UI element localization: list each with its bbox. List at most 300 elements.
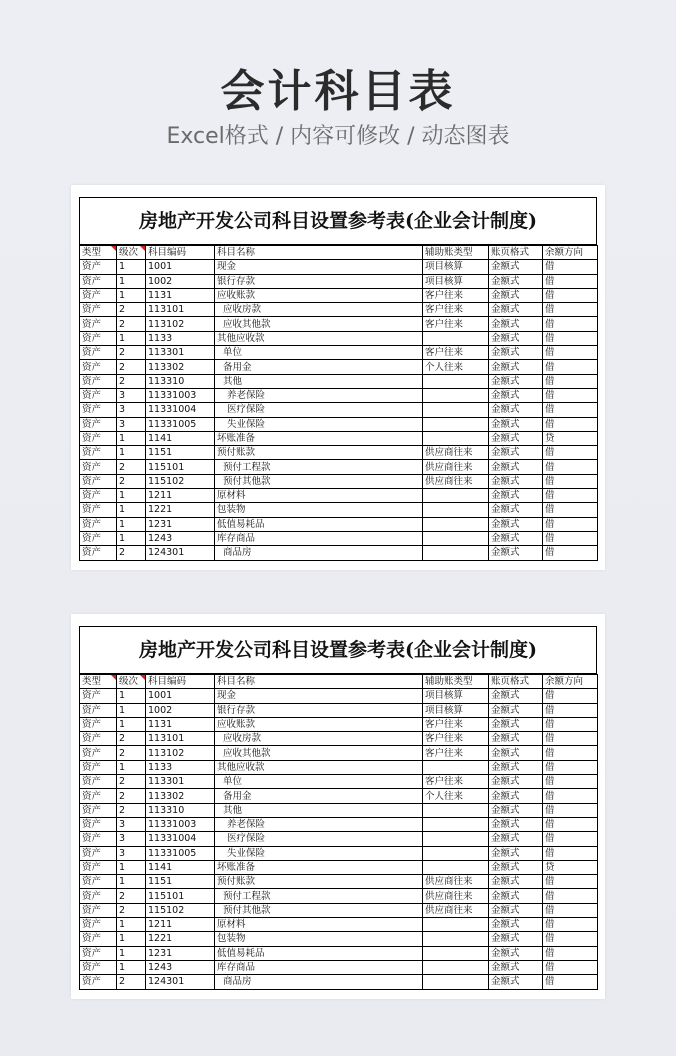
column-header-label: 级次 bbox=[119, 247, 139, 259]
balance-direction-cell: 借 bbox=[543, 703, 598, 717]
page-format-cell: 金额式 bbox=[489, 546, 543, 560]
balance-direction-cell: 借 bbox=[543, 274, 598, 288]
name-cell: 低值易耗品 bbox=[215, 946, 423, 960]
name-cell: 其他应收款 bbox=[215, 331, 423, 345]
code-cell: 1131 bbox=[146, 288, 215, 302]
type-cell: 资产 bbox=[80, 846, 117, 860]
aux-type-cell bbox=[423, 760, 489, 774]
type-cell: 资产 bbox=[80, 689, 117, 703]
aux-type-cell bbox=[423, 489, 489, 503]
type-cell: 资产 bbox=[80, 317, 117, 331]
column-header-label: 余额方向 bbox=[545, 247, 584, 259]
name-cell: 商品房 bbox=[215, 546, 423, 560]
name-cell: 银行存款 bbox=[215, 703, 423, 717]
name-cell: 养老保险 bbox=[215, 388, 423, 402]
code-cell: 113310 bbox=[146, 803, 215, 817]
type-cell: 资产 bbox=[80, 932, 117, 946]
name-cell: 预付账款 bbox=[215, 446, 423, 460]
type-cell: 资产 bbox=[80, 460, 117, 474]
aux-type-cell: 个人往来 bbox=[423, 789, 489, 803]
level-cell: 1 bbox=[117, 918, 146, 932]
code-cell: 115101 bbox=[146, 889, 215, 903]
level-cell: 2 bbox=[117, 775, 146, 789]
balance-direction-cell: 借 bbox=[543, 760, 598, 774]
code-cell: 1002 bbox=[146, 703, 215, 717]
table-row bbox=[80, 960, 598, 974]
balance-direction-cell: 贷 bbox=[543, 431, 598, 445]
table-row bbox=[80, 703, 598, 717]
balance-direction-cell: 借 bbox=[543, 317, 598, 331]
spreadsheet-1 bbox=[79, 197, 597, 561]
table-row bbox=[80, 946, 598, 960]
aux-type-cell bbox=[423, 832, 489, 846]
page-format-cell: 金额式 bbox=[489, 260, 543, 274]
balance-direction-cell: 借 bbox=[543, 817, 598, 831]
level-cell: 2 bbox=[117, 546, 146, 560]
name-cell: 原材料 bbox=[215, 489, 423, 503]
name-cell: 其他 bbox=[215, 374, 423, 388]
aux-type-cell bbox=[423, 531, 489, 545]
balance-direction-cell: 借 bbox=[543, 474, 598, 488]
aux-type-cell: 项目核算 bbox=[423, 274, 489, 288]
sheet-title: 房地产开发公司科目设置参考表(企业会计制度) bbox=[79, 198, 597, 245]
code-cell: 11331003 bbox=[146, 817, 215, 831]
balance-direction-cell: 借 bbox=[543, 717, 598, 731]
column-header bbox=[543, 675, 598, 689]
column-header-label: 类型 bbox=[82, 247, 102, 259]
type-cell: 资产 bbox=[80, 760, 117, 774]
aux-type-cell bbox=[423, 946, 489, 960]
aux-type-cell bbox=[423, 975, 489, 989]
table-row bbox=[80, 403, 598, 417]
balance-direction-cell: 借 bbox=[543, 446, 598, 460]
balance-direction-cell: 借 bbox=[543, 403, 598, 417]
code-cell: 124301 bbox=[146, 546, 215, 560]
table-row bbox=[80, 446, 598, 460]
aux-type-cell: 客户往来 bbox=[423, 346, 489, 360]
page-format-cell: 金额式 bbox=[489, 317, 543, 331]
code-cell: 11331004 bbox=[146, 832, 215, 846]
name-cell: 库存商品 bbox=[215, 960, 423, 974]
table-row bbox=[80, 317, 598, 331]
balance-direction-cell: 借 bbox=[543, 946, 598, 960]
column-header-label: 余额方向 bbox=[545, 676, 584, 688]
name-cell: 失业保险 bbox=[215, 846, 423, 860]
type-cell: 资产 bbox=[80, 875, 117, 889]
type-cell: 资产 bbox=[80, 803, 117, 817]
page-format-cell: 金额式 bbox=[489, 803, 543, 817]
type-cell: 资产 bbox=[80, 360, 117, 374]
code-cell: 1002 bbox=[146, 274, 215, 288]
code-cell: 113301 bbox=[146, 346, 215, 360]
page-format-cell: 金额式 bbox=[489, 703, 543, 717]
aux-type-cell bbox=[423, 403, 489, 417]
table-header-row bbox=[80, 246, 598, 260]
code-cell: 115102 bbox=[146, 474, 215, 488]
aux-type-cell bbox=[423, 546, 489, 560]
balance-direction-cell: 借 bbox=[543, 303, 598, 317]
level-cell: 3 bbox=[117, 403, 146, 417]
code-cell: 113302 bbox=[146, 789, 215, 803]
page-format-cell: 金额式 bbox=[489, 346, 543, 360]
code-cell: 1231 bbox=[146, 946, 215, 960]
level-cell: 1 bbox=[117, 431, 146, 445]
aux-type-cell: 客户往来 bbox=[423, 717, 489, 731]
table-row bbox=[80, 975, 598, 989]
type-cell: 资产 bbox=[80, 531, 117, 545]
aux-type-cell: 供应商往来 bbox=[423, 903, 489, 917]
level-cell: 2 bbox=[117, 889, 146, 903]
table-body bbox=[80, 689, 598, 989]
page-format-cell: 金额式 bbox=[489, 746, 543, 760]
aux-type-cell: 客户往来 bbox=[423, 303, 489, 317]
type-cell: 资产 bbox=[80, 260, 117, 274]
type-cell: 资产 bbox=[80, 789, 117, 803]
balance-direction-cell: 借 bbox=[543, 732, 598, 746]
table-row bbox=[80, 918, 598, 932]
table-body bbox=[80, 260, 598, 560]
aux-type-cell bbox=[423, 803, 489, 817]
name-cell: 包装物 bbox=[215, 932, 423, 946]
balance-direction-cell: 借 bbox=[543, 832, 598, 846]
type-cell: 资产 bbox=[80, 331, 117, 345]
comment-marker-icon bbox=[140, 675, 145, 680]
code-cell: 1211 bbox=[146, 918, 215, 932]
name-cell: 其他 bbox=[215, 803, 423, 817]
level-cell: 2 bbox=[117, 732, 146, 746]
balance-direction-cell: 借 bbox=[543, 875, 598, 889]
balance-direction-cell: 借 bbox=[543, 503, 598, 517]
type-cell: 资产 bbox=[80, 303, 117, 317]
table-row bbox=[80, 374, 598, 388]
aux-type-cell: 项目核算 bbox=[423, 689, 489, 703]
code-cell: 1243 bbox=[146, 531, 215, 545]
table-row bbox=[80, 274, 598, 288]
type-cell: 资产 bbox=[80, 946, 117, 960]
aux-type-cell: 供应商往来 bbox=[423, 446, 489, 460]
balance-direction-cell: 借 bbox=[543, 789, 598, 803]
level-cell: 2 bbox=[117, 746, 146, 760]
page-format-cell: 金额式 bbox=[489, 775, 543, 789]
table-row bbox=[80, 875, 598, 889]
level-cell: 2 bbox=[117, 460, 146, 474]
balance-direction-cell: 借 bbox=[543, 260, 598, 274]
name-cell: 库存商品 bbox=[215, 531, 423, 545]
table-row bbox=[80, 760, 598, 774]
table-row bbox=[80, 431, 598, 445]
table-row bbox=[80, 860, 598, 874]
level-cell: 1 bbox=[117, 875, 146, 889]
column-header-label: 科目名称 bbox=[217, 676, 256, 688]
code-cell: 113302 bbox=[146, 360, 215, 374]
name-cell: 单位 bbox=[215, 346, 423, 360]
table-row bbox=[80, 474, 598, 488]
level-cell: 1 bbox=[117, 703, 146, 717]
page-format-cell: 金额式 bbox=[489, 860, 543, 874]
aux-type-cell bbox=[423, 388, 489, 402]
code-cell: 113102 bbox=[146, 317, 215, 331]
name-cell: 预付其他款 bbox=[215, 474, 423, 488]
level-cell: 1 bbox=[117, 932, 146, 946]
type-cell: 资产 bbox=[80, 346, 117, 360]
page-format-cell: 金额式 bbox=[489, 460, 543, 474]
level-cell: 1 bbox=[117, 331, 146, 345]
page-format-cell: 金额式 bbox=[489, 832, 543, 846]
type-cell: 资产 bbox=[80, 717, 117, 731]
page-format-cell: 金额式 bbox=[489, 517, 543, 531]
spreadsheet-preview-2 bbox=[71, 614, 605, 999]
spreadsheet-2 bbox=[79, 626, 597, 990]
aux-type-cell bbox=[423, 932, 489, 946]
page-format-cell: 金额式 bbox=[489, 846, 543, 860]
aux-type-cell: 项目核算 bbox=[423, 703, 489, 717]
column-header bbox=[489, 675, 543, 689]
table-row bbox=[80, 889, 598, 903]
page-format-cell: 金额式 bbox=[489, 531, 543, 545]
level-cell: 1 bbox=[117, 274, 146, 288]
column-header bbox=[146, 246, 215, 260]
table-row bbox=[80, 303, 598, 317]
page-format-cell: 金额式 bbox=[489, 503, 543, 517]
page-format-cell: 金额式 bbox=[489, 403, 543, 417]
page-format-cell: 金额式 bbox=[489, 360, 543, 374]
balance-direction-cell: 借 bbox=[543, 374, 598, 388]
balance-direction-cell: 借 bbox=[543, 331, 598, 345]
code-cell: 113101 bbox=[146, 732, 215, 746]
page-format-cell: 金额式 bbox=[489, 918, 543, 932]
aux-type-cell bbox=[423, 517, 489, 531]
balance-direction-cell: 借 bbox=[543, 846, 598, 860]
column-header bbox=[117, 675, 146, 689]
code-cell: 1001 bbox=[146, 260, 215, 274]
aux-type-cell bbox=[423, 817, 489, 831]
table-row bbox=[80, 546, 598, 560]
name-cell: 低值易耗品 bbox=[215, 517, 423, 531]
balance-direction-cell: 借 bbox=[543, 460, 598, 474]
level-cell: 1 bbox=[117, 489, 146, 503]
name-cell: 应收房款 bbox=[215, 303, 423, 317]
column-header-label: 账页格式 bbox=[491, 676, 530, 688]
type-cell: 资产 bbox=[80, 546, 117, 560]
column-header-label: 科目编码 bbox=[148, 247, 187, 259]
column-header bbox=[215, 675, 423, 689]
balance-direction-cell: 借 bbox=[543, 775, 598, 789]
level-cell: 1 bbox=[117, 960, 146, 974]
page-format-cell: 金额式 bbox=[489, 946, 543, 960]
table-row bbox=[80, 803, 598, 817]
level-cell: 2 bbox=[117, 474, 146, 488]
aux-type-cell: 客户往来 bbox=[423, 746, 489, 760]
balance-direction-cell: 借 bbox=[543, 932, 598, 946]
page-format-cell: 金额式 bbox=[489, 388, 543, 402]
page-format-cell: 金额式 bbox=[489, 288, 543, 302]
level-cell: 2 bbox=[117, 346, 146, 360]
level-cell: 2 bbox=[117, 317, 146, 331]
balance-direction-cell: 借 bbox=[543, 388, 598, 402]
balance-direction-cell: 借 bbox=[543, 960, 598, 974]
code-cell: 1221 bbox=[146, 932, 215, 946]
type-cell: 资产 bbox=[80, 975, 117, 989]
page-format-cell: 金额式 bbox=[489, 903, 543, 917]
level-cell: 1 bbox=[117, 946, 146, 960]
balance-direction-cell: 贷 bbox=[543, 860, 598, 874]
type-cell: 资产 bbox=[80, 417, 117, 431]
name-cell: 其他应收款 bbox=[215, 760, 423, 774]
type-cell: 资产 bbox=[80, 474, 117, 488]
table-row bbox=[80, 817, 598, 831]
aux-type-cell: 供应商往来 bbox=[423, 474, 489, 488]
code-cell: 113301 bbox=[146, 775, 215, 789]
balance-direction-cell: 借 bbox=[543, 517, 598, 531]
name-cell: 应收其他款 bbox=[215, 317, 423, 331]
level-cell: 1 bbox=[117, 288, 146, 302]
type-cell: 资产 bbox=[80, 274, 117, 288]
level-cell: 2 bbox=[117, 975, 146, 989]
column-header-label: 辅助账类型 bbox=[425, 676, 473, 688]
code-cell: 11331004 bbox=[146, 403, 215, 417]
page-format-cell: 金额式 bbox=[489, 274, 543, 288]
code-cell: 1133 bbox=[146, 331, 215, 345]
balance-direction-cell: 借 bbox=[543, 889, 598, 903]
column-header bbox=[117, 246, 146, 260]
page-format-cell: 金额式 bbox=[489, 331, 543, 345]
aux-type-cell: 项目核算 bbox=[423, 260, 489, 274]
column-header-label: 级次 bbox=[119, 676, 139, 688]
name-cell: 应收账款 bbox=[215, 288, 423, 302]
name-cell: 包装物 bbox=[215, 503, 423, 517]
name-cell: 预付其他款 bbox=[215, 903, 423, 917]
name-cell: 失业保险 bbox=[215, 417, 423, 431]
table-row bbox=[80, 360, 598, 374]
type-cell: 资产 bbox=[80, 775, 117, 789]
level-cell: 3 bbox=[117, 832, 146, 846]
name-cell: 预付工程款 bbox=[215, 460, 423, 474]
name-cell: 坏账准备 bbox=[215, 431, 423, 445]
name-cell: 预付账款 bbox=[215, 875, 423, 889]
page-format-cell: 金额式 bbox=[489, 975, 543, 989]
level-cell: 3 bbox=[117, 817, 146, 831]
code-cell: 113102 bbox=[146, 746, 215, 760]
type-cell: 资产 bbox=[80, 817, 117, 831]
aux-type-cell bbox=[423, 503, 489, 517]
name-cell: 养老保险 bbox=[215, 817, 423, 831]
page-format-cell: 金额式 bbox=[489, 374, 543, 388]
column-header bbox=[543, 246, 598, 260]
name-cell: 应收其他款 bbox=[215, 746, 423, 760]
aux-type-cell bbox=[423, 417, 489, 431]
code-cell: 113310 bbox=[146, 374, 215, 388]
table-row bbox=[80, 503, 598, 517]
aux-type-cell bbox=[423, 860, 489, 874]
column-header bbox=[215, 246, 423, 260]
table-row bbox=[80, 732, 598, 746]
column-header bbox=[423, 246, 489, 260]
type-cell: 资产 bbox=[80, 431, 117, 445]
balance-direction-cell: 借 bbox=[543, 803, 598, 817]
code-cell: 1231 bbox=[146, 517, 215, 531]
type-cell: 资产 bbox=[80, 403, 117, 417]
code-cell: 113101 bbox=[146, 303, 215, 317]
table-row bbox=[80, 531, 598, 545]
balance-direction-cell: 借 bbox=[543, 918, 598, 932]
code-cell: 1151 bbox=[146, 875, 215, 889]
aux-type-cell: 客户往来 bbox=[423, 732, 489, 746]
aux-type-cell bbox=[423, 374, 489, 388]
page-format-cell: 金额式 bbox=[489, 889, 543, 903]
code-cell: 11331005 bbox=[146, 846, 215, 860]
table-row bbox=[80, 832, 598, 846]
balance-direction-cell: 借 bbox=[543, 903, 598, 917]
comment-marker-icon bbox=[111, 246, 116, 251]
page-format-cell: 金额式 bbox=[489, 717, 543, 731]
aux-type-cell bbox=[423, 431, 489, 445]
type-cell: 资产 bbox=[80, 503, 117, 517]
code-cell: 11331005 bbox=[146, 417, 215, 431]
aux-type-cell: 客户往来 bbox=[423, 775, 489, 789]
table-row bbox=[80, 260, 598, 274]
column-header-label: 科目编码 bbox=[148, 676, 187, 688]
aux-type-cell bbox=[423, 846, 489, 860]
page-format-cell: 金额式 bbox=[489, 417, 543, 431]
name-cell: 现金 bbox=[215, 689, 423, 703]
table-row bbox=[80, 775, 598, 789]
table-row bbox=[80, 846, 598, 860]
table-row bbox=[80, 517, 598, 531]
code-cell: 1151 bbox=[146, 446, 215, 460]
type-cell: 资产 bbox=[80, 918, 117, 932]
level-cell: 1 bbox=[117, 717, 146, 731]
name-cell: 应收账款 bbox=[215, 717, 423, 731]
table-header-row bbox=[80, 675, 598, 689]
code-cell: 124301 bbox=[146, 975, 215, 989]
code-cell: 115102 bbox=[146, 903, 215, 917]
type-cell: 资产 bbox=[80, 732, 117, 746]
column-header bbox=[423, 675, 489, 689]
level-cell: 2 bbox=[117, 789, 146, 803]
name-cell: 原材料 bbox=[215, 918, 423, 932]
accounts-table bbox=[79, 674, 598, 990]
aux-type-cell: 客户往来 bbox=[423, 317, 489, 331]
type-cell: 资产 bbox=[80, 903, 117, 917]
column-header-label: 类型 bbox=[82, 676, 102, 688]
aux-type-cell bbox=[423, 918, 489, 932]
type-cell: 资产 bbox=[80, 517, 117, 531]
level-cell: 3 bbox=[117, 417, 146, 431]
type-cell: 资产 bbox=[80, 489, 117, 503]
name-cell: 单位 bbox=[215, 775, 423, 789]
table-row bbox=[80, 717, 598, 731]
page-format-cell: 金额式 bbox=[489, 474, 543, 488]
table-row bbox=[80, 789, 598, 803]
column-header-label: 科目名称 bbox=[217, 247, 256, 259]
page-format-cell: 金额式 bbox=[489, 817, 543, 831]
level-cell: 1 bbox=[117, 260, 146, 274]
name-cell: 现金 bbox=[215, 260, 423, 274]
level-cell: 1 bbox=[117, 531, 146, 545]
code-cell: 115101 bbox=[146, 460, 215, 474]
balance-direction-cell: 借 bbox=[543, 689, 598, 703]
page-format-cell: 金额式 bbox=[489, 732, 543, 746]
name-cell: 医疗保险 bbox=[215, 403, 423, 417]
balance-direction-cell: 借 bbox=[543, 546, 598, 560]
table-row bbox=[80, 689, 598, 703]
name-cell: 坏账准备 bbox=[215, 860, 423, 874]
table-row bbox=[80, 288, 598, 302]
level-cell: 3 bbox=[117, 388, 146, 402]
level-cell: 3 bbox=[117, 846, 146, 860]
type-cell: 资产 bbox=[80, 388, 117, 402]
level-cell: 2 bbox=[117, 374, 146, 388]
